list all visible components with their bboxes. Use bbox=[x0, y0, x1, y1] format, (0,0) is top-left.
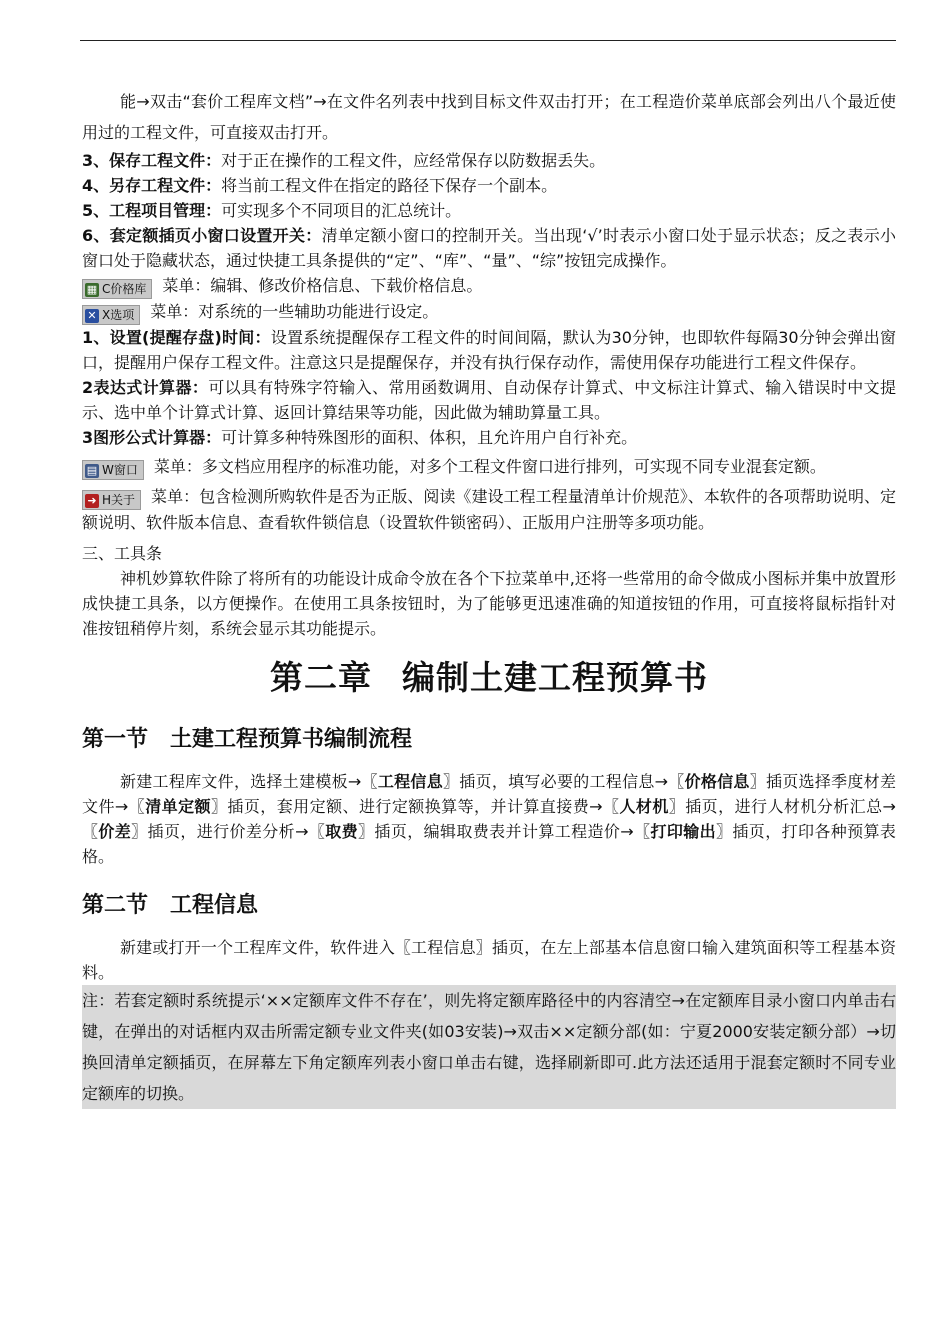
price-library-icon: ▦ bbox=[86, 283, 98, 296]
menu-button-about[interactable]: ➜ H关于 bbox=[82, 490, 141, 510]
option-item-shape-calc bbox=[82, 425, 896, 450]
note-body: 若套定额时系统提示‘××定额库文件不存在’，则先将定额库路径中的内容清空→在定额库目录小窗口内单击右键，在弹出的对话框内双击所需定额专业文件夹(如03安装)→双击××定额分部(如：宁夏2000安装定额分部）→切换回清单定额插页，在屏幕左下角定额库列表小窗口单击右键，选择刷新即可.此方法还适用于混套定额时不同专业定额库的切换。 bbox=[82, 991, 896, 1103]
menu-desc-options bbox=[82, 299, 896, 325]
option-item-text: 可计算多种特殊图形的面积、体积，且允许用户自行补充。 bbox=[221, 428, 638, 447]
section-name: 工程信息 bbox=[170, 892, 259, 918]
option-item-label: 2表达式计算器： bbox=[82, 378, 209, 397]
menu-button-window[interactable]: ▤ W窗口 bbox=[82, 460, 144, 480]
tab-ref-quota: 清单定额 bbox=[145, 797, 211, 816]
list-item-label: 6、套定额插页小窗口设置开关： bbox=[82, 226, 322, 245]
header-rule bbox=[80, 40, 896, 41]
option-item-save-reminder bbox=[82, 325, 896, 375]
window-icon: ▤ bbox=[86, 464, 98, 477]
menu-desc-about bbox=[82, 484, 896, 535]
paragraph-open-file: 能→双击“套价工程库文档”→在文件名列表中找到目标文件双击打开；在工程造价菜单底部会列出八个最近使用过的工程文件，可直接双击打开。 bbox=[82, 92, 896, 142]
menu-button-options[interactable]: ✕ X选项 bbox=[82, 305, 140, 325]
option-item-text: 设置系统提醒保存工程文件的时间间隔，默认为30分钟，也即软件每隔30分钟会弹出窗口，提醒用户保存工程文件。注意这只是提醒保存，并没有执行保存动作，需使用保存功能进行工程文件保存。 bbox=[82, 328, 896, 372]
menu-desc-text: 菜单：编辑、修改价格信息、下载价格信息。 bbox=[162, 276, 483, 295]
section-title-project-info bbox=[82, 887, 896, 923]
document-page bbox=[82, 86, 896, 1109]
section-title-workflow bbox=[82, 721, 896, 757]
menu-desc-window bbox=[82, 454, 896, 480]
section-number: 第一节 bbox=[82, 726, 149, 752]
list-item-window-switch bbox=[82, 223, 896, 273]
menu-desc-text: 菜单：对系统的一些辅助功能进行设定。 bbox=[150, 302, 439, 321]
list-item-text: 对于正在操作的工程文件，应经常保存以防数据丢失。 bbox=[221, 151, 606, 170]
tab-ref-price-diff: 价差 bbox=[98, 822, 132, 841]
list-item-text: 将当前工程文件在指定的路径下保存一个副本。 bbox=[221, 176, 558, 195]
list-item-label: 3、保存工程文件： bbox=[82, 151, 222, 170]
tab-ref-project-info: 工程信息 bbox=[377, 772, 443, 791]
tab-ref-print: 打印输出 bbox=[650, 822, 717, 841]
list-item-save bbox=[82, 148, 896, 173]
menu-desc-price bbox=[82, 273, 896, 299]
list-item-save-as bbox=[82, 173, 896, 198]
option-item-label: 3图形公式计算器： bbox=[82, 428, 222, 447]
tab-ref-price-info: 价格信息 bbox=[684, 772, 750, 791]
list-item-project-manage bbox=[82, 198, 896, 223]
note-block bbox=[82, 985, 896, 1109]
paragraph-toolbar: 神机妙算软件除了将所有的功能设计成命令放在各个下拉菜单中,还将一些常用的命令做成小图标并集中放置形成快捷工具条，以方便操作。在使用工具条按钮时，为了能够更迅速准确的知道按钮的作用，可直接将鼠标指针对准按钮稍停片刻，系统会显示其功能提示。 bbox=[82, 569, 896, 638]
section-number: 第二节 bbox=[82, 892, 149, 918]
list-item-label: 5、工程项目管理： bbox=[82, 201, 222, 220]
option-item-label: 1、设置(提醒存盘)时间： bbox=[82, 328, 271, 347]
menu-button-price-library[interactable]: ▦ C价格库 bbox=[82, 279, 152, 299]
about-icon: ➜ bbox=[85, 494, 99, 508]
tab-ref-labor-material: 人材机 bbox=[619, 797, 669, 816]
list-item-label: 4、另存工程文件： bbox=[82, 176, 222, 195]
chapter-name: 编制土建工程预算书 bbox=[402, 658, 708, 697]
options-icon: ✕ bbox=[85, 309, 99, 323]
chapter-number: 第二章 bbox=[270, 658, 372, 697]
note-lead: 注： bbox=[82, 991, 115, 1010]
menu-desc-text: 菜单：多文档应用程序的标准功能，对多个工程文件窗口进行排列，可实现不同专业混套定额。 bbox=[153, 457, 826, 476]
menu-desc-text: 菜单：包含检测所购软件是否为正版、阅读《建设工程工程量清单计价规范》、本软件的各项帮助说明、定额说明、软件版本信息、查看软件锁信息（设置软件锁密码）、正版用户注册等多项功能。 bbox=[82, 487, 896, 532]
list-item-text: 清单定额小窗口的控制开关。当出现‘√’时表示小窗口处于显示状态；反之表示小窗口处于隐藏状态，通过快捷工具条提供的“定”、“库”、“量”、“综”按钮完成操作。 bbox=[82, 226, 896, 270]
paragraph-project-info: 新建或打开一个工程库文件，软件进入〖工程信息〗插页，在左上部基本信息窗口输入建筑面积等工程基本资料。 bbox=[82, 938, 896, 982]
chapter-title bbox=[82, 653, 896, 703]
list-item-text: 可实现多个不同项目的汇总统计。 bbox=[221, 201, 462, 220]
tab-ref-fees: 取费 bbox=[325, 822, 359, 841]
section-heading-toolbar: 三、工具条 bbox=[82, 544, 163, 563]
paragraph-workflow: 新建工程库文件，选择土建模板→〖工程信息〗插页，填写必要的工程信息→〖价格信息〗插页选择季度材差文件→〖清单定额〗插页，套用定额、进行定额换算等，并计算直接费→〖人材机〗插页，进行人材机分析汇总→〖价差〗插页，进行价差分析→〖取费〗插页，编辑取费表并计算工程造价→〖打印输出〗插页，打印各种预算表格。 bbox=[82, 772, 896, 866]
option-item-text: 可以具有特殊字符输入、常用函数调用、自动保存计算式、中文标注计算式、输入错误时中文提示、选中单个计算式计算、返回计算结果等功能，因此做为辅助算量工具。 bbox=[82, 378, 896, 422]
section-name: 土建工程预算书编制流程 bbox=[170, 726, 413, 752]
option-item-expression-calc bbox=[82, 375, 896, 425]
